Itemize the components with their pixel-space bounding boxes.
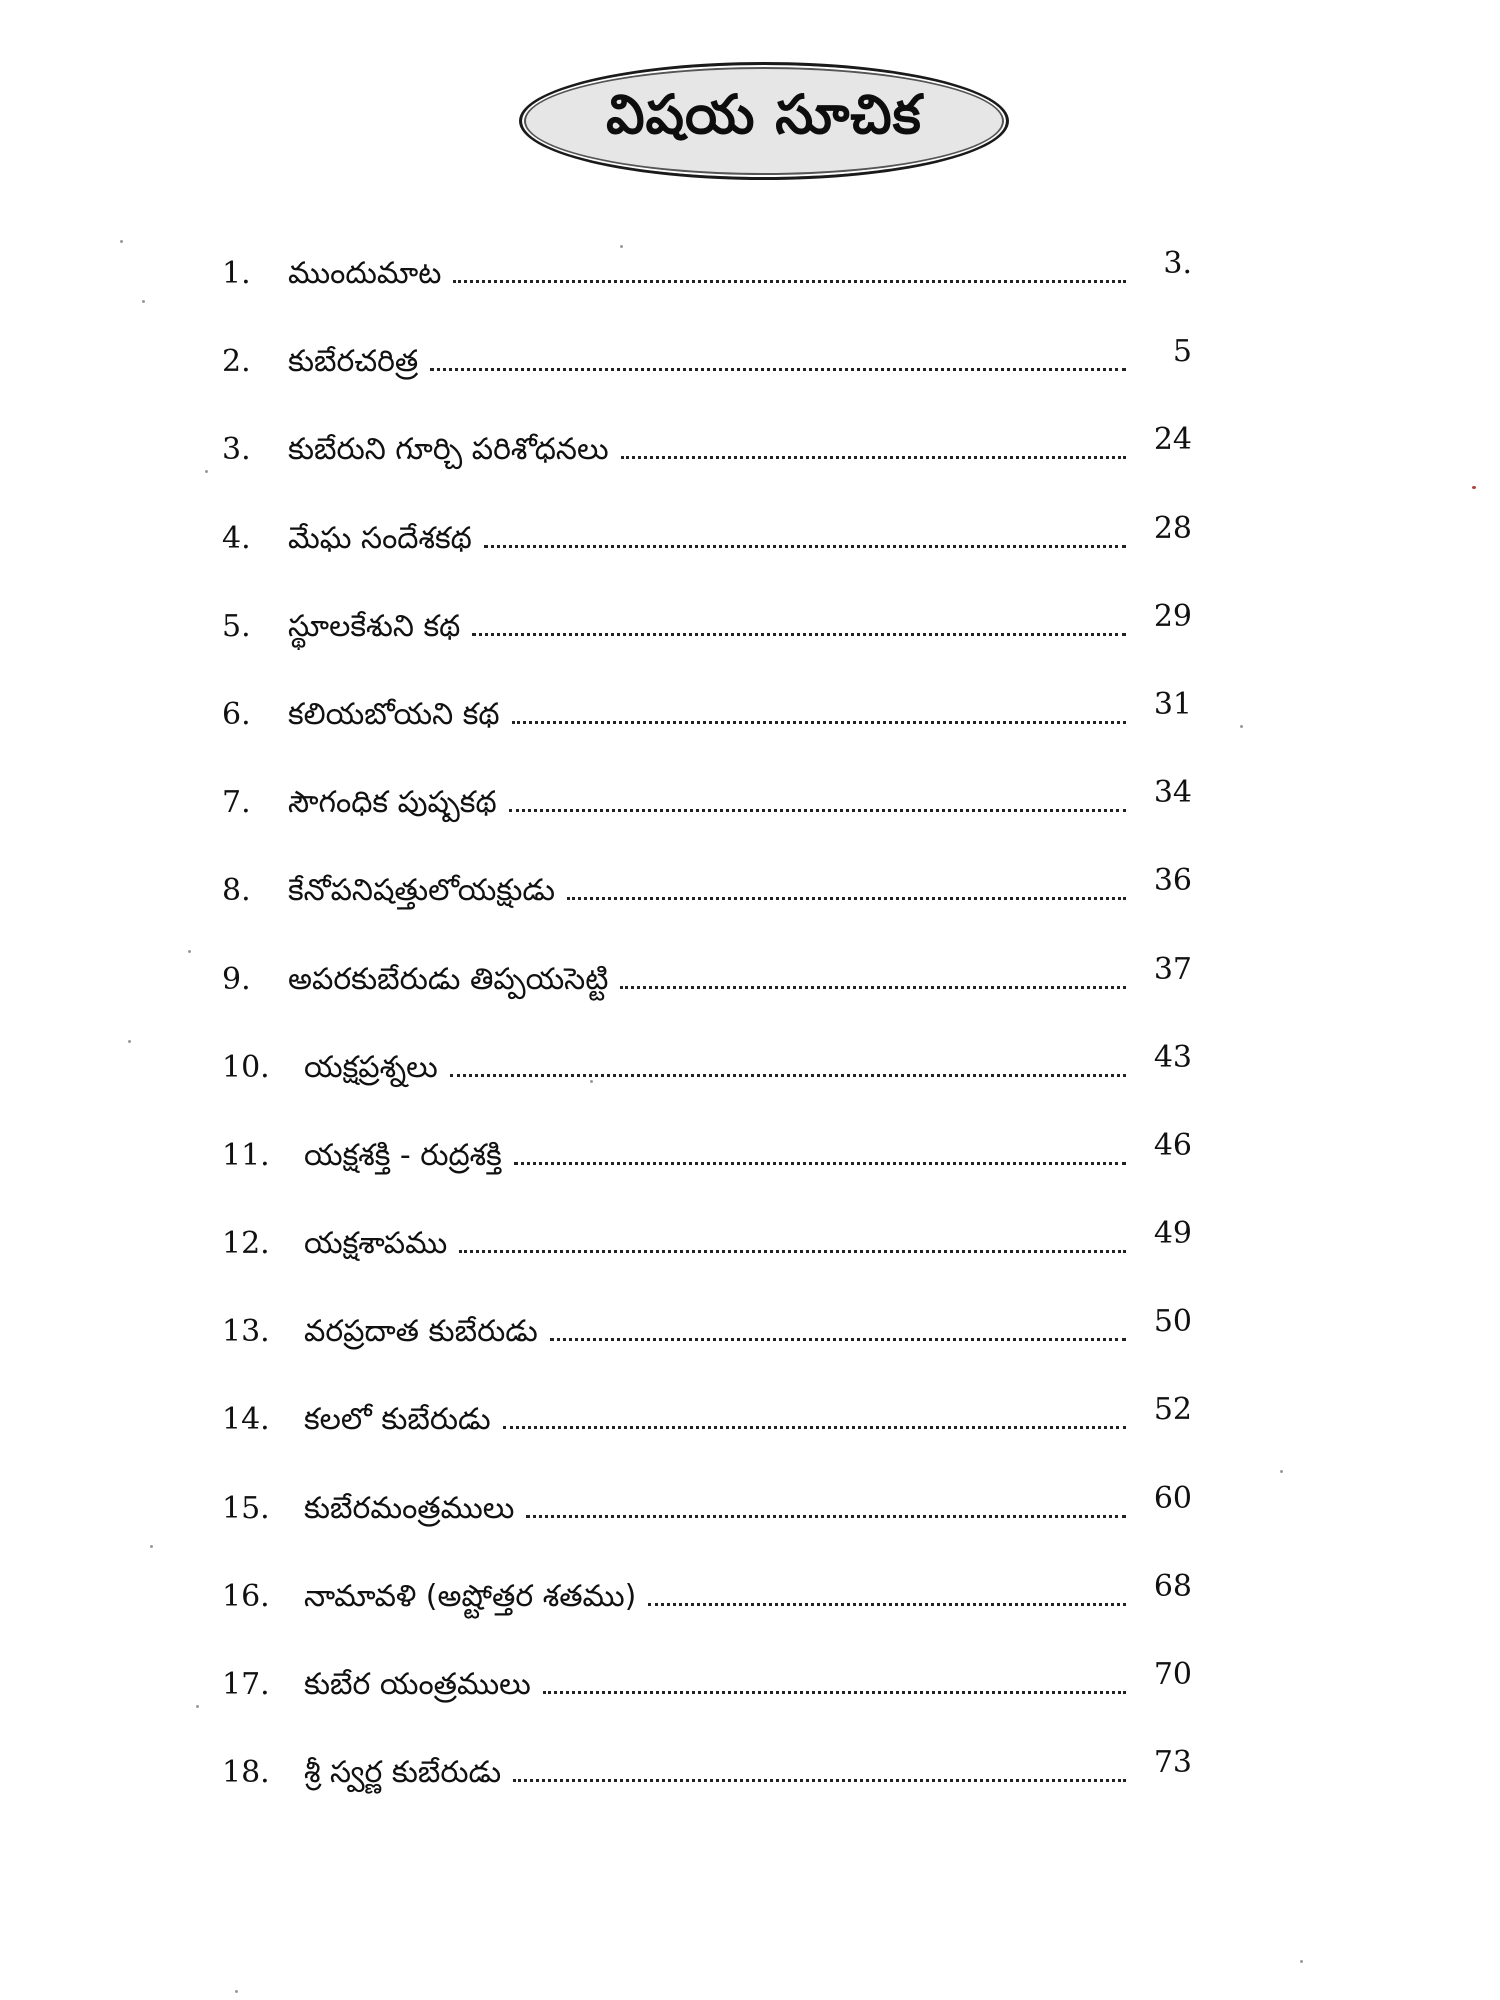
- toc-entry: [222, 1039, 1192, 1136]
- toc-title: యక్షప్రశ్నలు: [304, 1049, 438, 1085]
- toc-title: కుబేరుని గూర్చి పరిశోధనలు: [288, 432, 609, 468]
- toc-number: 8.: [222, 873, 251, 909]
- toc-number: 13.: [222, 1314, 270, 1350]
- dot-leader: [503, 1400, 1126, 1429]
- toc-title: కుబేర యంత్రములు: [304, 1667, 531, 1702]
- scan-speck: [1280, 1470, 1283, 1473]
- toc-page-number: 52: [1153, 1392, 1192, 1428]
- toc-title: స్థూలకేశుని కథ: [288, 608, 461, 644]
- dot-leader: [512, 695, 1126, 724]
- scan-speck: [620, 245, 623, 248]
- toc-title: నామావళి (అష్టోత్తర శతము): [304, 1578, 637, 1614]
- toc-title: సౌగంధిక పుష్పకథ: [288, 785, 497, 821]
- scan-speck: [1240, 725, 1243, 728]
- dot-leader: [621, 430, 1126, 459]
- toc-entry: [222, 510, 1192, 607]
- dot-leader: [543, 1665, 1126, 1694]
- scan-speck: [120, 240, 123, 243]
- toc-entry: [222, 598, 1192, 695]
- toc-entry: [222, 1657, 1192, 1753]
- toc-number: 12.: [222, 1226, 270, 1262]
- dot-leader: [513, 1753, 1126, 1782]
- toc-title: కుబేరమంత్రములు: [304, 1490, 515, 1526]
- scan-speck: [196, 1705, 199, 1708]
- toc-number: 15.: [222, 1490, 270, 1526]
- toc-entry: [222, 863, 1192, 959]
- dot-leader: [526, 1489, 1126, 1518]
- toc-number: 18.: [222, 1755, 270, 1791]
- toc-entry: [222, 686, 1192, 783]
- dot-leader: [453, 254, 1126, 283]
- dot-leader: [430, 342, 1126, 371]
- toc-title: యక్షశక్తి - రుద్రశక్తి: [304, 1137, 502, 1173]
- dot-leader: [648, 1577, 1126, 1606]
- toc-page-number: 73: [1153, 1745, 1192, 1781]
- toc-page-number: 5: [1172, 334, 1192, 370]
- toc-entry: [222, 422, 1192, 518]
- scan-speck: [590, 1080, 593, 1083]
- toc-entry: [222, 1127, 1192, 1224]
- toc-entry: [222, 1745, 1192, 1841]
- dot-leader: [620, 960, 1126, 989]
- dot-leader: [459, 1224, 1126, 1253]
- toc-title: మేఘ సందేశకథ: [288, 520, 472, 556]
- scan-speck: [205, 470, 208, 473]
- toc-page-number: 37: [1153, 951, 1192, 987]
- toc-entry: [222, 775, 1192, 871]
- title-oval: [519, 62, 1009, 180]
- scan-speck: [188, 950, 191, 953]
- toc-number: 7.: [222, 785, 251, 821]
- toc-number: 3.: [222, 432, 251, 468]
- toc-number: 5.: [222, 608, 251, 644]
- toc-entry: [222, 1480, 1192, 1577]
- toc-entry: [222, 1216, 1192, 1312]
- toc-page-number: 60: [1153, 1480, 1192, 1516]
- toc-title: కలలో కుబేరుడు: [304, 1402, 491, 1438]
- toc-page-number: 36: [1153, 863, 1192, 899]
- dot-leader: [450, 1048, 1126, 1077]
- dot-leader: [472, 607, 1126, 636]
- toc-title: అపరకుబేరుడు తిప్పయసెట్టి: [288, 961, 609, 997]
- toc-title: యక్షశాపము: [304, 1226, 448, 1262]
- scan-speck: [142, 300, 145, 303]
- toc-entry: [222, 1568, 1192, 1665]
- toc-number: 4.: [222, 520, 251, 556]
- scan-speck: [128, 1040, 131, 1043]
- toc-page-number: 31: [1153, 686, 1192, 722]
- toc-number: 10.: [222, 1049, 270, 1085]
- scan-speck: [1300, 1960, 1303, 1963]
- toc-number: 17.: [222, 1667, 270, 1702]
- table-of-contents: [222, 246, 1192, 1841]
- dot-leader: [550, 1312, 1126, 1341]
- toc-entry: [222, 246, 1192, 342]
- toc-page-number: 70: [1153, 1657, 1192, 1692]
- dot-leader: [567, 871, 1126, 900]
- toc-page-number: 49: [1153, 1216, 1192, 1252]
- toc-number: 16.: [222, 1578, 270, 1614]
- toc-number: 14.: [222, 1402, 270, 1438]
- toc-number: 9.: [222, 961, 251, 997]
- toc-page-number: 28: [1153, 510, 1192, 546]
- toc-page-number: 50: [1153, 1304, 1192, 1340]
- toc-page-number: 34: [1153, 775, 1192, 811]
- toc-page-number: 24: [1153, 422, 1192, 458]
- toc-title: శ్రీ స్వర్ణ కుబేరుడు: [304, 1755, 502, 1791]
- toc-page-number: 3.: [1163, 246, 1192, 281]
- toc-title: ముందుమాట: [288, 256, 442, 291]
- toc-page-number: 29: [1153, 598, 1192, 634]
- toc-title: కలియబోయని కథ: [288, 696, 500, 732]
- toc-title: కుబేరచరిత్ర: [288, 344, 419, 380]
- toc-page-number: 46: [1153, 1127, 1192, 1163]
- toc-title: కేనోపనిషత్తులోయక్షుడు: [288, 873, 555, 909]
- toc-entry: [222, 951, 1192, 1048]
- scan-speck: [1472, 486, 1476, 489]
- toc-page-number: 43: [1153, 1039, 1192, 1075]
- scan-speck: [150, 1545, 153, 1548]
- page-title: విషయ సూచిక: [606, 82, 922, 146]
- toc-entry: [222, 1304, 1192, 1400]
- toc-page-number: 68: [1153, 1568, 1192, 1604]
- dot-leader: [484, 519, 1126, 548]
- toc-number: 11.: [222, 1137, 270, 1173]
- dot-leader: [509, 783, 1126, 812]
- toc-number: 1.: [222, 256, 251, 291]
- toc-number: 6.: [222, 696, 251, 732]
- toc-entry: [222, 334, 1192, 430]
- scan-speck: [235, 1990, 238, 1993]
- toc-title: వరప్రదాత కుబేరుడు: [304, 1314, 538, 1350]
- dot-leader: [514, 1136, 1126, 1165]
- toc-number: 2.: [222, 344, 251, 380]
- toc-entry: [222, 1392, 1192, 1488]
